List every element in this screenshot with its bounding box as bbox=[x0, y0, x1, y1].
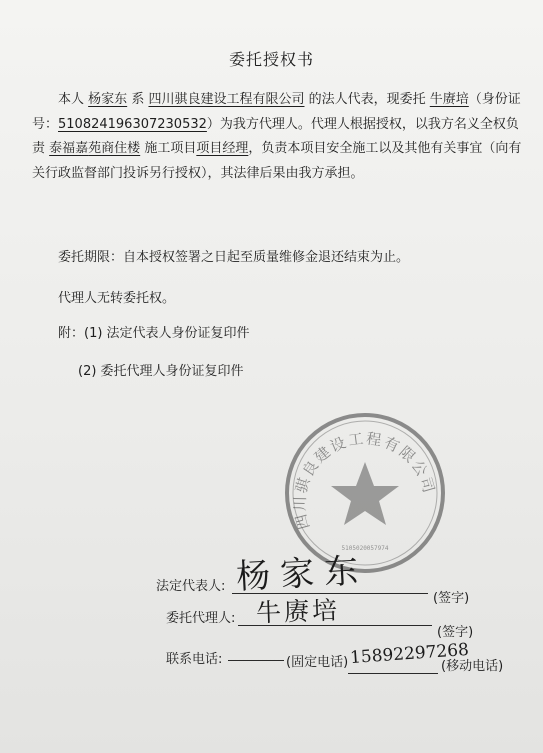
legal-rep-signature: 杨家东 bbox=[235, 550, 370, 598]
mobile-phone-line bbox=[348, 673, 438, 674]
agent-name: 牛赓培 bbox=[429, 92, 469, 107]
fixed-phone-label: (固定电话) bbox=[286, 655, 349, 670]
stamp-code: 5105020057974 bbox=[341, 545, 389, 552]
document-title: 委托授权书 bbox=[228, 50, 314, 69]
agent-label: 委托代理人: bbox=[166, 611, 236, 626]
id-label: （身份证 bbox=[468, 92, 521, 107]
agent-sign-suffix: (签字) bbox=[437, 625, 474, 640]
phone-label: 联系电话: bbox=[166, 652, 223, 667]
text-sep: 系 bbox=[131, 92, 145, 107]
legal-rep-name: 杨家东 bbox=[88, 92, 128, 107]
fixed-phone-line bbox=[228, 660, 284, 661]
text-prefix: 本人 bbox=[58, 92, 85, 107]
attachment-2: (2) 委托代理人身份证复印件 bbox=[78, 364, 244, 379]
no-subdelegation: 代理人无转委托权。 bbox=[58, 291, 176, 306]
mobile-phone-label: (移动电话) bbox=[441, 659, 504, 674]
agent-signature: 牛赓培 bbox=[255, 595, 341, 628]
attachment-1: 附：(1) 法定代表人身份证复印件 bbox=[58, 326, 250, 341]
stamp-star-icon bbox=[331, 462, 399, 525]
stamp-text: 四川骐良建设工程有限公司 bbox=[290, 429, 439, 532]
text-mid-2: 施工项目 bbox=[144, 141, 197, 156]
term-paragraph: 委托期限：自本授权签署之日起至质量维修金退还结束为止。 bbox=[58, 250, 410, 265]
mobile-phone-number: 15892297268 bbox=[349, 639, 470, 669]
text-tail: ，负责本项目安全施工以及其他有关事宜（向有关行政监督部门投诉另行授权），其法律后果由我方承担。 bbox=[32, 141, 522, 181]
project-name-a: 泰福嘉 bbox=[49, 141, 89, 156]
legal-rep-sign-suffix: (签字) bbox=[433, 591, 470, 606]
legal-rep-label: 法定代表人: bbox=[156, 579, 226, 594]
text-after-id: ）为我方代理人。代理人根据授权，以我方名义全权负责 bbox=[32, 116, 519, 156]
id-number: 510824196307230532 bbox=[58, 116, 207, 132]
text-mid: 的法人代表，现委托 bbox=[308, 92, 426, 107]
agent-role: 项目经理 bbox=[196, 141, 249, 156]
id-label-2: 号： bbox=[32, 116, 59, 132]
project-name-b: 苑商住楼 bbox=[88, 141, 141, 156]
main-paragraph bbox=[32, 88, 522, 186]
company-name: 四川骐良建设工程有限公司 bbox=[148, 92, 305, 107]
